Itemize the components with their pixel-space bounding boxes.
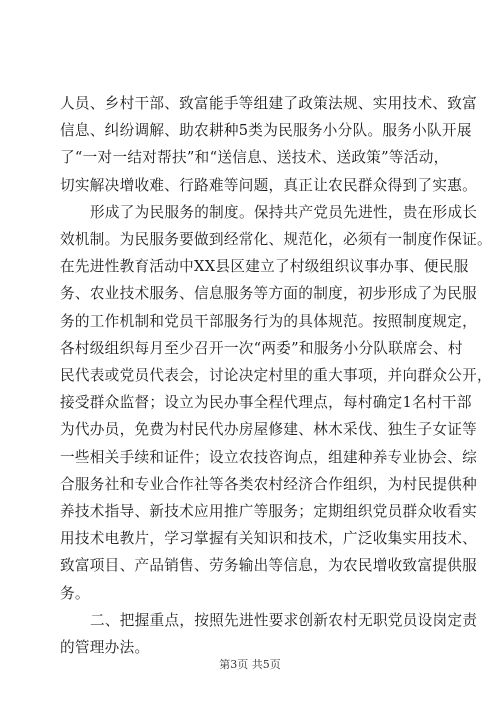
section-heading-line: 二、把握重点，按照先进性要求创新农村无职党员设岗定责 — [90, 611, 478, 629]
paragraph-line: 一些相关手续和证件；设立农技咨询点，组建种养专业协会、综 — [60, 448, 478, 466]
paragraph-line: 民代表或党员代表会，讨论决定村里的重大事项，并向群众公开， — [60, 367, 492, 384]
paragraph-line: 各村级组织每月至少召开一次“两委”和服务小分队联席会、村 — [60, 339, 463, 357]
paragraph-line: 致富项目、产品销售、劳务输出等信息，为农民增收致富提供服 — [60, 557, 478, 575]
paragraph-line: 效机制。为民服务要做到经常化、规范化，必须有一制度作保证。 — [60, 231, 492, 248]
paragraph-line: 务、农业技术服务、信息服务等方面的制度，初步形成了为民服 — [60, 285, 478, 303]
paragraph-line: 人员、乡村干部、致富能手等组建了政策法规、实用技术、致富 — [60, 95, 478, 112]
paragraph-line: 了“一对一结对帮扶”和“送信息、送技术、送政策”等活动， — [60, 149, 449, 167]
paragraph-line: 接受群众监督；设立为民办事全程代理点，每村确定1名村干部 — [60, 394, 472, 412]
paragraph-line: 务。 — [60, 584, 90, 602]
section-heading-line: 的管理办法。 — [60, 639, 150, 656]
paragraph-line: 合服务社和专业合作社等各类农村经济合作组织，为村民提供种 — [60, 475, 478, 493]
paragraph-line: 切实解决增收难、行路难等问题，真正让农民群众得到了实惠。 — [60, 176, 478, 194]
page-number-footer: 第3页 共5页 — [219, 658, 281, 671]
paragraph-line: 在先进性教育活动中XX县区建立了村级组织议事办事、便民服 — [60, 258, 469, 276]
paragraph-line: 养技术指导、新技术应用推广等服务；定期组织党员群众收看实 — [60, 503, 478, 520]
paragraph-line: 形成了为民服务的制度。保持共产党员先进性，贵在形成长 — [90, 203, 478, 221]
paragraph-line: 为代办员，免费为村民代办房屋修建、林木采伐、独生子女证等 — [60, 421, 478, 439]
paragraph-line: 信息、纠纷调解、助农耕种5类为民服务小分队。服务小队开展 — [60, 122, 472, 140]
paragraph-line: 务的工作机制和党员干部服务行为的具体规范。按照制度规定， — [60, 312, 478, 330]
paragraph-line: 用技术电教片，学习掌握有关知识和技术，广泛收集实用技术、 — [60, 530, 478, 548]
